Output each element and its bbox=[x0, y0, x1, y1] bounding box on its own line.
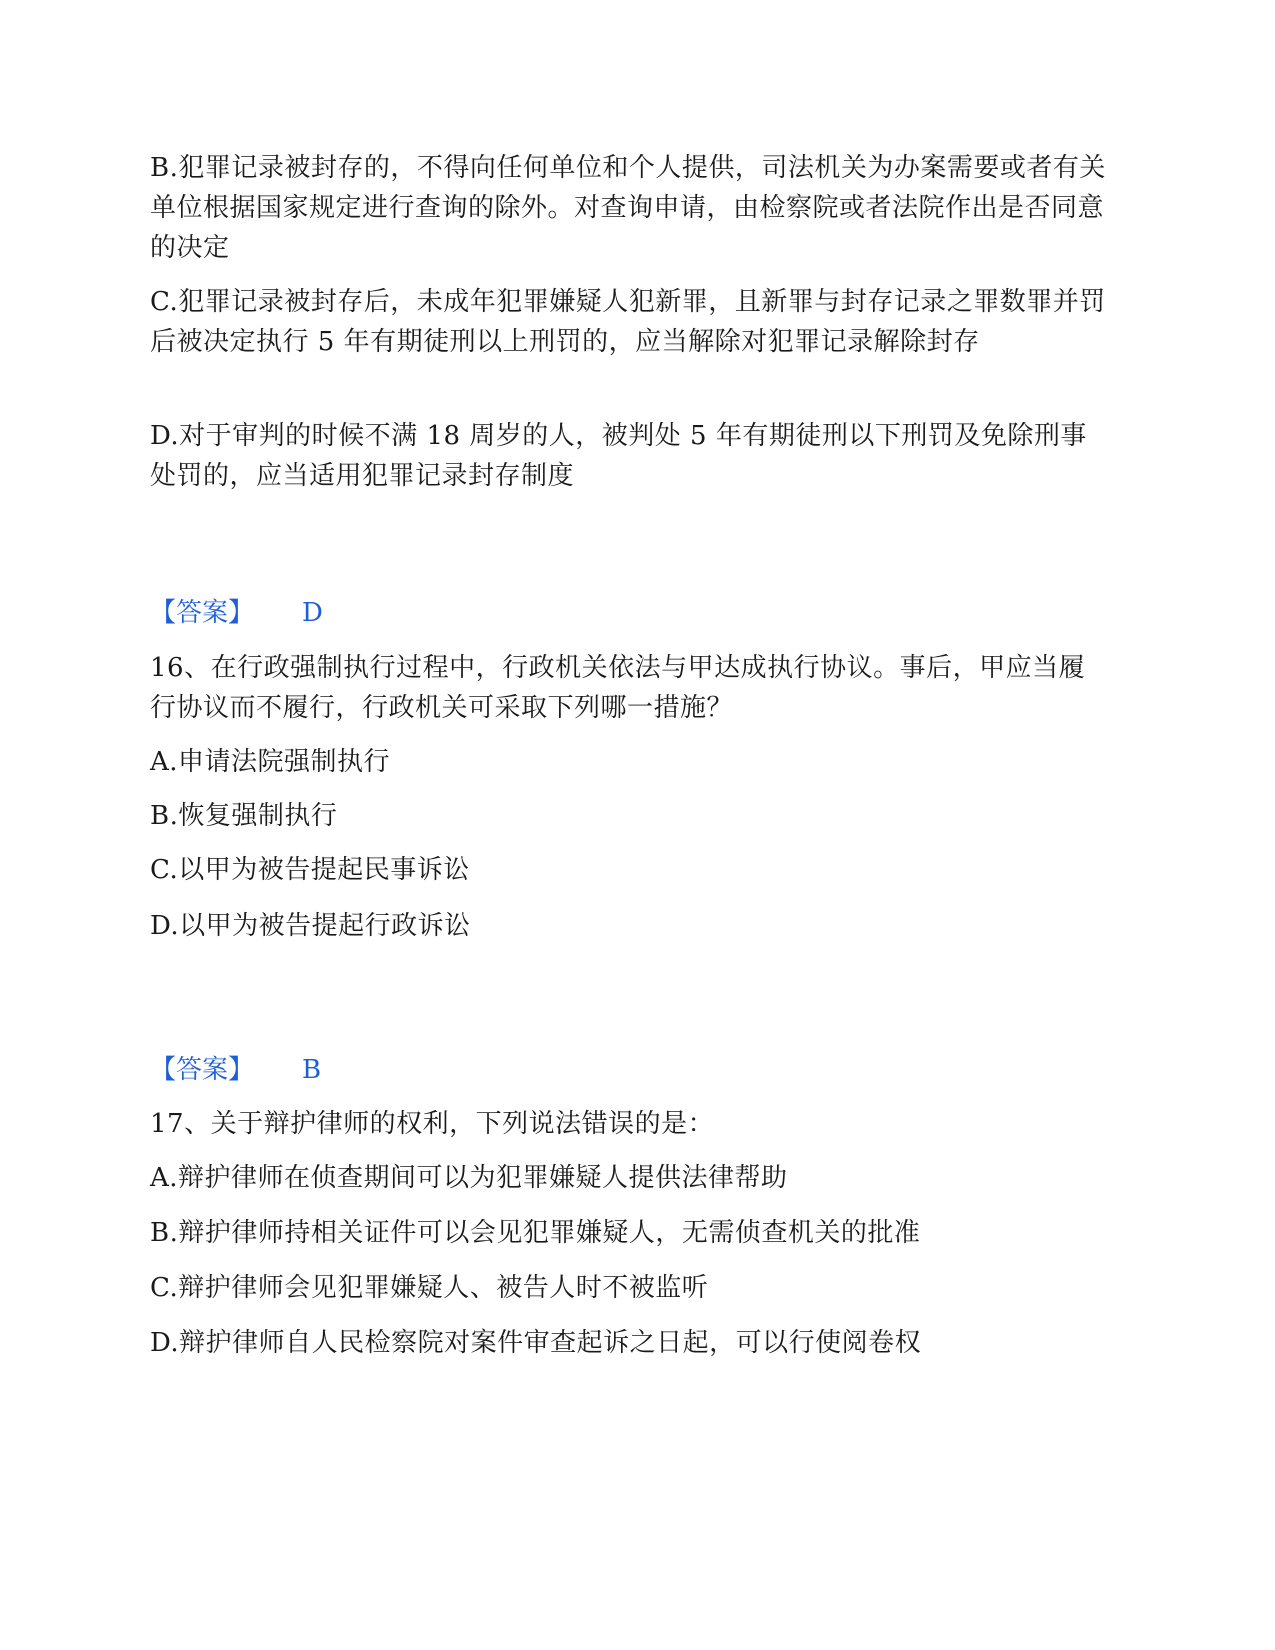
answer-label: 【答案】 bbox=[150, 598, 255, 628]
q15-option-b: B.犯罪记录被封存的，不得向任何单位和个人提供，司法机关为办案需要或者有关单位根据国家规定进行查询的除外。对查询申请，由检察院或者法院作出是否同意的决定 bbox=[150, 153, 1106, 263]
q16-option-a: A.申请法院强制执行 bbox=[150, 747, 391, 777]
answer-value: B bbox=[302, 1055, 322, 1085]
answer-label: 【答案】 bbox=[150, 1055, 255, 1085]
q16-option-b: B.恢复强制执行 bbox=[150, 801, 338, 831]
q17-option-b: B.辩护律师持相关证件可以会见犯罪嫌疑人，无需侦查机关的批准 bbox=[150, 1218, 921, 1248]
q17-option-c: C.辩护律师会见犯罪嫌疑人、被告人时不被监听 bbox=[150, 1273, 709, 1303]
q16-stem: 16、在行政强制执行过程中，行政机关依法与甲达成执行协议。事后，甲应当履行协议而不履行，行政机关可采取下列哪一措施？ bbox=[150, 653, 1086, 723]
answer-value: D bbox=[302, 598, 323, 628]
q17-stem: 17、关于辩护律师的权利，下列说法错误的是： bbox=[150, 1109, 715, 1139]
q15-option-c: C.犯罪记录被封存后，未成年犯罪嫌疑人犯新罪，且新罪与封存记录之罪数罪并罚后被决定执行 5 年有期徒刑以上刑罚的，应当解除对犯罪记录解除封存 bbox=[150, 287, 1106, 357]
answer-16 bbox=[150, 1050, 321, 1090]
q17-option-d: D.辩护律师自人民检察院对案件审查起诉之日起，可以行使阅卷权 bbox=[150, 1328, 922, 1358]
answer-15 bbox=[150, 593, 323, 633]
q16-option-c: C.以甲为被告提起民事诉讼 bbox=[150, 855, 470, 885]
q15-option-d: D.对于审判的时候不满 18 周岁的人，被判处 5 年有期徒刑以下刑罚及免除刑事处罚的，应当适用犯罪记录封存制度 bbox=[150, 421, 1087, 491]
q17-option-a: A.辩护律师在侦查期间可以为犯罪嫌疑人提供法律帮助 bbox=[150, 1163, 788, 1193]
q16-option-d: D.以甲为被告提起行政诉讼 bbox=[150, 911, 471, 941]
